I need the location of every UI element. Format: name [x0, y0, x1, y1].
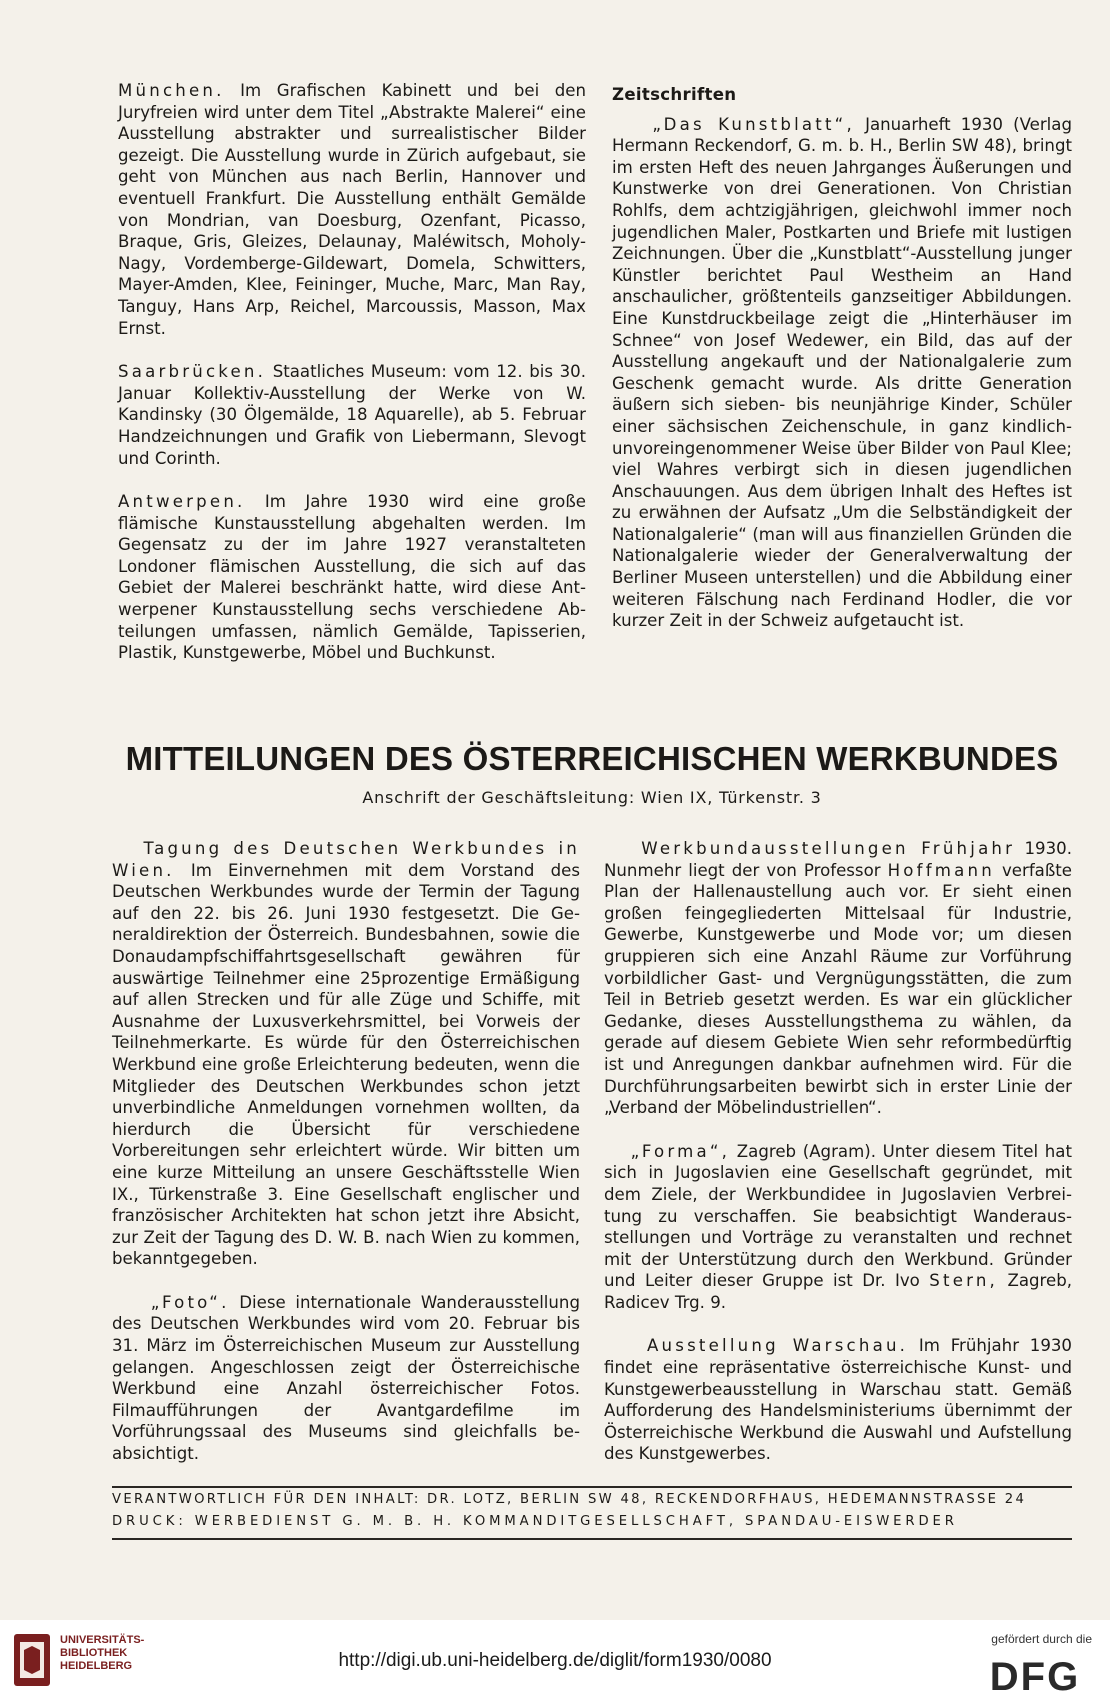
- permalink-url[interactable]: http://digi.ub.uni-heidelberg.de/diglit/form1930/0080: [338, 1650, 772, 1671]
- paragraph-lead: „Forma“,: [630, 1141, 731, 1161]
- paragraph-forma: [604, 1141, 1072, 1314]
- imprint-printer: DRUCK: WERBEDIENST G. M. B. H. KOMMANDITGESELLSCHAFT, SPANDAU-EISWERDER: [112, 1514, 958, 1529]
- paragraph-antwerpen: [118, 491, 586, 664]
- paragraph-text: Staatliches Museum: vom 12. bis 30. Januar Kollektiv-Ausstellung der Werke von W. Kandinsky (30 Ölgemälde, 18 Aquarelle), ab 5. Februar Handzeichnungen und Grafik von Liebermann, Slevogt und Corinth.: [118, 362, 586, 468]
- paragraph-text: Zagreb (Agram). Unter diesem Titel hat sich in Jugoslavien eine Gesellschaft gegründet, mit dem Ziele, der Werkbundidee in Jugoslavien Verbreitung zu verschaffen. Sie beabsichtigt Wanderausstellungen und Vorträge zu veranstalten und rechnet mit der Unterstützung durch den Werkbund. Gründer und Leiter dieser Gruppe ist Dr. Ivo: [604, 1141, 1072, 1291]
- heading-zeitschriften: Zeitschriften: [612, 85, 737, 104]
- paragraph-foto: [112, 1292, 580, 1465]
- paragraph-text: verfaßte Plan der Hallenaustellung auch vor. Er sieht einen großen feingegliederten Mittelsaal für Industrie, Gewerbe, Kunstgewerbe und Mode vor; um diesen gruppieren sich eine Anzahl Räume zur Vorführung vorbildlicher Gast- und Vergnügungsstätten, die zum Teil in Betrieb gesetzt werden. Es war ein glücklicher Gedanke, dieses Ausstellungsthema zu wählen, da gerade auf diesem Gebiete Wien sehr reformbedürftig ist und Anregungen dankbar aufnehmen wird. Für die Durchführungsarbeiten bewirbt sich in erster Linie der „Verband der Möbelindustriellen“.: [604, 860, 1072, 1118]
- dfg-logo-text: DFG: [989, 1655, 1081, 1696]
- library-line: UNIVERSITÄTS-: [60, 1634, 145, 1646]
- place-name: Antwerpen.: [118, 492, 246, 512]
- paragraph-text: Im Grafischen Kabinett und bei den Juryfreien wird unter dem Titel „Abstrakte Malerei“ eine Ausstellung abstrakter und surrealistischer Bilder gezeigt. Die Ausstellung wurde in Zürich aufgebaut, sie geht von München aus nach Berlin, Hannover und eventuell Frankfurt. Die Ausstellung enthält Gemälde von Mondrian, van Doesburg, Ozenfant, Picasso, Braque, Gris, Gleizes, Delaunay, Maléwitsch, Moholy-Nagy, Vordemberge-Gildewart, Domela, Schwitters, Mayer-Amden, Klee, Feininger, Muche, Marc, Man Ray, Tanguy, Hans Arp, Reichel, Marcoussis, Masson, Max Ernst.: [118, 81, 586, 338]
- paragraph-warschau: [604, 1335, 1072, 1465]
- paragraph-lead: „Foto“.: [150, 1292, 230, 1312]
- imprint-rule-top: [112, 1486, 1072, 1488]
- paragraph-kunstblatt: [612, 114, 1072, 632]
- paragraph-text: Im Jahre 1930 wird eine große flämische Kunstausstellung abgehalten werden. Im Gegensatz zu der im Jahre 1927 veranstalteten Londoner flämischen Ausstellung, die sich auf das Gebiet der Malerei beschränkt hatte, wird diese Antwerpener Kunstausstellung sechs verschiedene Abteilungen umfassen, nämlich Gemälde, Tapisserien, Plastik, Kunstgewerbe, Möbel und Buchkunst.: [118, 492, 586, 663]
- library-line: BIBLIOTHEK: [60, 1647, 128, 1659]
- section-address: Anschrift der Geschäftsleitung: Wien IX, Türkenstr. 3: [362, 788, 822, 807]
- place-name: Saarbrücken.: [118, 362, 267, 382]
- paragraph-text: Zagreb, Radicev Trg. 9.: [604, 1271, 1072, 1312]
- magazine-name: „Das Kunstblatt“,: [652, 114, 855, 134]
- paragraph-lead: Ausstellung Warschau.: [646, 1336, 909, 1356]
- column-bottom-left: [112, 838, 580, 1487]
- paragraph-muenchen: [118, 80, 586, 339]
- person-name: Stern,: [929, 1271, 999, 1291]
- section-title: MITTEILUNGEN DES ÖSTERREICHISCHEN WERKBUNDES: [125, 740, 1059, 777]
- funding-note: gefördert durch die: [991, 1632, 1092, 1646]
- paragraph-text: Im Frühjahr 1930 findet eine repräsentative österreichische Kunst- und Kunstgewerbeausstellung in Warschau statt. Gemäß Aufforderung des Handelsministeriums übernimmt der Österreichische Werkbund die Auswahl und Aufstellung des Kunstgewerbes.: [604, 1336, 1072, 1464]
- place-name: München.: [118, 81, 225, 100]
- imprint-responsible: VERANTWORTLICH FÜR DEN INHALT: DR. LOTZ, BERLIN SW 48, RECKENDORFHAUS, HEDEMANNSTRASSE 24: [112, 1492, 1027, 1507]
- imprint-rule-bottom: [112, 1538, 1072, 1540]
- paragraph-saarbruecken: [118, 361, 586, 469]
- dfg-logo-icon: [976, 1654, 1094, 1696]
- paragraph-text: Diese internationale Wanderausstellung des Deutschen Werkbundes wird vom 20. Februar bis 31. März im Österreichischen Museum zur Ausstellung gelangen. Angeschlossen zeigt der Österreichische Werkbund eine Anzahl österreichischer Fotos. Filmaufführungen der Avantgardefilme im Vorführungssaal des Museums sind gleichfalls beabsichtigt.: [112, 1292, 580, 1464]
- person-name: Hoffmann: [887, 860, 995, 880]
- column-top-right: [612, 84, 1072, 654]
- paragraph-text: Januarheft 1930 (Verlag Hermann Reckendorf, G. m. b. H., Berlin SW 48), bringt im ersten Heft des neuen Jahrganges Äußerungen und Kunstwerke von drei Generationen. Von Christian Rohlfs, dem achtzigjährigen, gleichwohl immer noch jugendlichen Maler, Postkarten und Briefe mit lustigen Zeichnungen. Über die „Kunstblatt“-Ausstellung junger Künstler berichtet Paul Westheim an Hand anschaulicher, größtenteils ganzseitiger Abbildungen. Eine Kunstdruckbeilage zeigt die „Hinterhäuser im Schnee“ von Josef Wedewer, ein Bild, das auf der Ausstellung angekauft und der Nationalgalerie zum Geschenk gemacht wurde. Als dritte Generation äußern sich sieben- bis neunjährige Kinder, Schüler einer sächsischen Zeichenschule, in ganz kindlich-unvoreingenommener Weise über Bilder von Paul Klee; viel Wahres verbirgt sich in diesen jugendlichen Anschauungen. Aus dem übrigen Inhalt des Heftes ist zu erwähnen der Aufsatz „Um die Selbständigkeit der Nationalgalerie“ (man will aus finanziellen Gründen die Nationalgalerie wieder der Generalverwaltung der Berliner Museen unterstellen) und die Abbildung einer weiteren Fälschung nach Ferdinand Hodler, die vor kurzer Zeit in der Schweiz aufgetaucht ist.: [612, 114, 1072, 631]
- paragraph-lead: Tagung des Deutschen Werkbundes in Wien.: [112, 839, 580, 880]
- paragraph-text: Im Einvernehmen mit dem Vorstand des Deutschen Werkbundes wurde der Termin der Tagung auf den 22. bis 26. Juni 1930 festgesetzt. Die Generaldirektion der Österreich. Bundesbahnen, sowie die Donaudampfschiffahrtsgesellschaft gewähren für auswärtige Teilnehmer eine 25prozentige Ermäßigung auf allen Strecken und für alle Züge und Schiffe, mit Ausnahme der Luxusverkehrsmittel, bei Vorweis der Teilnehmerkarte. Es würde für den Österreichischen Werkbund eine große Erleichterung bedeuten, wenn die Mitglieder des Deutschen Werkbundes schon jetzt unverbindliche Anmeldungen vornehmen wollten, da hierdurch die Übersicht für verschiedene Vorbereitungen sehr erleichtert würde. Wir bitten um eine kurze Mitteilung an unsere Geschäftsstelle Wien IX., Türkenstraße 3. Eine Gesellschaft englischer und französischer Architekten hat schon jetzt ihre Absicht, zur Zeit der Tagung des D. W. B. nach Wien zu kommen, bekanntgegeben.: [112, 860, 580, 1269]
- column-bottom-right: [604, 838, 1072, 1487]
- column-top-left: [118, 80, 586, 686]
- paragraph-text: 1930. Nunmehr liegt der von Professor: [604, 839, 1072, 880]
- paragraph-tagung: [112, 838, 580, 1270]
- paragraph-lead: Werkbundausstellungen Frühjahr: [641, 839, 1016, 858]
- digitization-footer: [0, 1620, 1110, 1706]
- library-line: HEIDELBERG: [60, 1660, 133, 1672]
- paragraph-werkbundausstellungen: [604, 838, 1072, 1119]
